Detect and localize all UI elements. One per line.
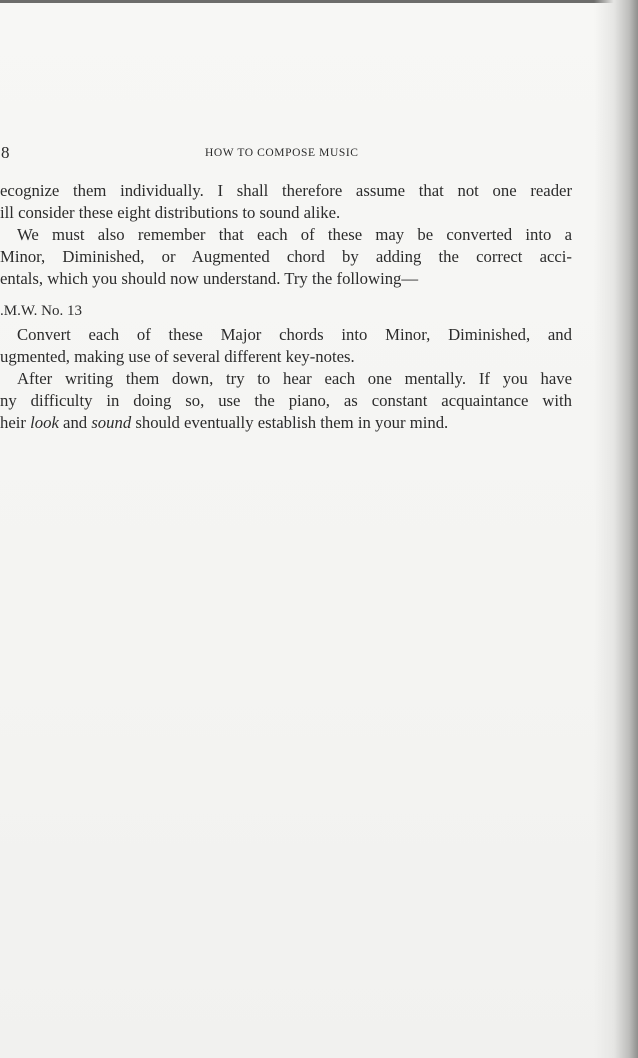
body-line: We must also remember that each of these may be converted into a [17,225,572,244]
body-line: ecognize them individually. I shall therefore assume that not one reader [0,181,572,200]
body-line: ny difficulty in doing so, use the piano, as constant acquaintance with [0,391,572,410]
line-segment: should eventually establish them in your mind. [131,413,449,432]
page-number: 8 [1,143,10,162]
running-head: HOW TO COMPOSE MUSIC [205,147,359,159]
exercise-heading: .M.W. No. 13 [0,303,82,319]
line-segment: and [58,413,92,432]
page-header [0,145,600,165]
body-line: ill consider these eight distributions to sound alike. [0,203,341,222]
italic-word: sound [91,413,132,432]
body-line: Convert each of these Major chords into Minor, Diminished, and [17,325,572,344]
body-line: After writing them down, try to hear each one mentally. If you have [17,369,572,388]
top-edge-rule [0,0,618,3]
body-line: Minor, Diminished, or Augmented chord by adding the correct acci- [0,247,572,266]
italic-word: look [30,413,59,432]
body-line [0,412,572,434]
body-line: entals, which you should now understand. Try the following— [0,269,419,288]
line-segment: heir [0,413,31,432]
binding-gutter-shadow [594,0,638,1058]
body-line: ugmented, making use of several different key-notes. [0,347,355,366]
